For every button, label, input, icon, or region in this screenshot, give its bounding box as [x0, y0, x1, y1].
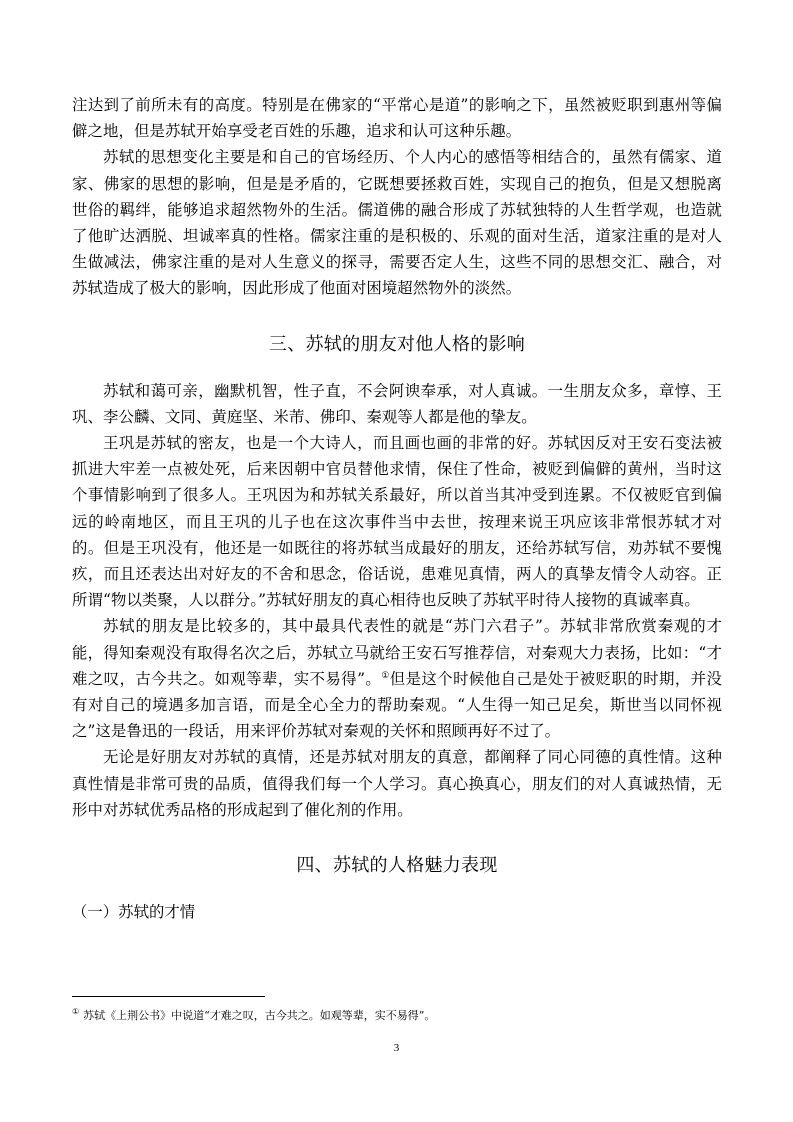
footnote-separator — [72, 996, 265, 997]
paragraph-thought-change: 苏轼的思想变化主要是和自己的官场经历、个人内心的感悟等相结合的，虽然有儒家、道家、佛家的思想的影响，但是是矛盾的，它既想要拯救百姓，实现自己的抱负，但是又想脱离世俗的羁绊，能够追求超然物外的生活。儒道佛的融合形成了苏轼独特的人生哲学观，也造就了他旷达洒脱、坦诚率真的性格。儒家注重的是积极的、乐观的面对生活，道家注重的是对人生做减法，佛家注重的是对人生意义的探寻，需要否定人生，这些不同的思想交汇、融合，对苏轼造成了极大的影响，因此形成了他面对困境超然物外的淡然。 — [72, 148, 722, 298]
footnote-reference[interactable]: ① — [381, 670, 390, 681]
footnote-text: 苏轼《上荆公书》中说道“才难之叹，古今共之。如观等辈，实不易得”。 — [83, 1009, 436, 1022]
section-heading-friends: 三、苏轼的朋友对他人格的影响 — [268, 333, 526, 355]
subsection-heading-talent: （一）苏轼的才情 — [72, 903, 196, 922]
footnote — [72, 1008, 722, 1024]
paragraph-qin-guan — [72, 613, 722, 744]
paragraph-friends-intro: 苏轼和蔼可亲，幽默机智，性子直，不会阿谀奉承，对人真诚。一生朋友众多，章惇、王巩、李公麟、文同、黄庭坚、米芾、佛印、秦观等人都是他的挚友。 — [72, 381, 722, 426]
paragraph-qin-guan-part1: 苏轼的朋友是比较多的，其中最具代表性的就是“苏门六君子”。苏轼非常欣赏秦观的才能，得知秦观没有取得名次之后，苏轼立马就给王安石写推荐信，对秦观大力表扬，比如：“才难之叹，古今共之。如观等辈，实不易得”。 — [72, 617, 722, 688]
paragraph-qin-guan-part2: 但是这个时候他自己是处于被贬职的时期，并没有对自己的境遇多加言语，而是全心全力的帮助秦观。“人生得一知己足矣，斯世当以同怀视之”这是鲁迅的一段话，用来评价苏轼对秦观的关怀和照顾再好不过了。 — [72, 669, 722, 741]
paragraph-true-friendship: 无论是好朋友对苏轼的真情，还是苏轼对朋友的真意，都阐释了同心同德的真性情。这种真性情是非常可贵的品质，值得我们每一个人学习。真心换真心，朋友们的对人真诚热情，无形中对苏轼优秀品格的形成起到了催化剂的作用。 — [72, 748, 722, 819]
page-number: 3 — [393, 1042, 400, 1054]
document-body — [72, 92, 722, 925]
section-heading-charisma: 四、苏轼的人格魅力表现 — [296, 855, 498, 877]
paragraph-wang-gong: 王巩是苏轼的密友，也是一个大诗人，而且画也画的非常的好。苏轼因反对王安石变法被抓进大牢差一点被处死，后来因朝中官员替他求情，保住了性命，被贬到偏僻的黄州，当时这个事情影响到了很多人。王巩因为和苏轼关系最好，所以首当其冲受到连累。不仅被贬官到偏远的岭南地区，而且王巩的儿子也在这次事件当中去世，按理来说王巩应该非常恨苏轼才对的。但是王巩没有，他还是一如既往的将苏轼当成最好的朋友，还给苏轼写信，劝苏轼不要愧疚，而且还表达出对好友的不舍和思念，俗话说，患难见真情，两人的真挚友情令人动容。正所谓“物以类聚，人以群分。”苏轼好朋友的真心相待也反映了苏轼平时待人接物的真诚率真。 — [72, 434, 722, 610]
paragraph-continuation: 注达到了前所未有的高度。特别是在佛家的“平常心是道”的影响之下，虽然被贬职到惠州等偏僻之地，但是苏轼开始享受老百姓的乐趣，追求和认可这种乐趣。 — [72, 96, 722, 141]
footnote-mark: ① — [72, 1007, 80, 1017]
